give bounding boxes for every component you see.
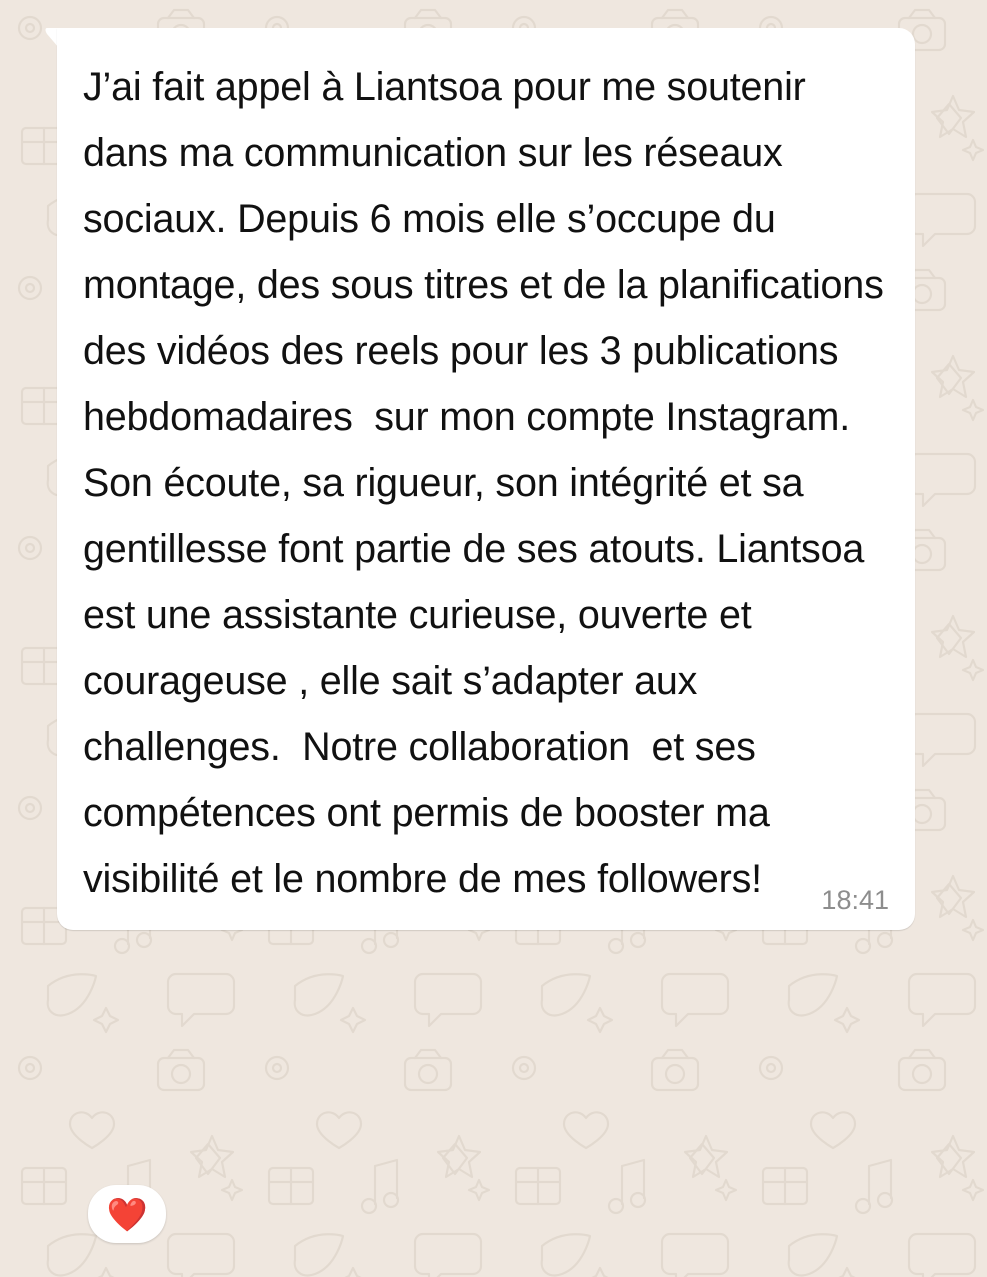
message-timestamp: 18:41 (821, 885, 889, 915)
message-text: J’ai fait appel à Liantsoa pour me soutenir dans ma communication sur les réseaux sociaux. Depuis 6 mois elle s’occupe du montage, des sous titres et de la planifications des vidéos des reels pour les 3 publications hebdomadaires sur mon compte Instagram. Son écoute, sa rigueur, son intégrité et sa gentillesse font partie de ses atouts. Liantsoa est une assistante curieuse, ouverte et courageuse , elle sait s’adapter aux challenges. Notre collaboration et ses compétences ont permis de booster ma visibilité et le nombre de mes followers! (83, 65, 895, 901)
message-bubble[interactable] (57, 28, 915, 930)
red-heart-emoji: ❤️ (106, 1195, 148, 1233)
message-reaction-chip[interactable] (88, 1185, 166, 1243)
